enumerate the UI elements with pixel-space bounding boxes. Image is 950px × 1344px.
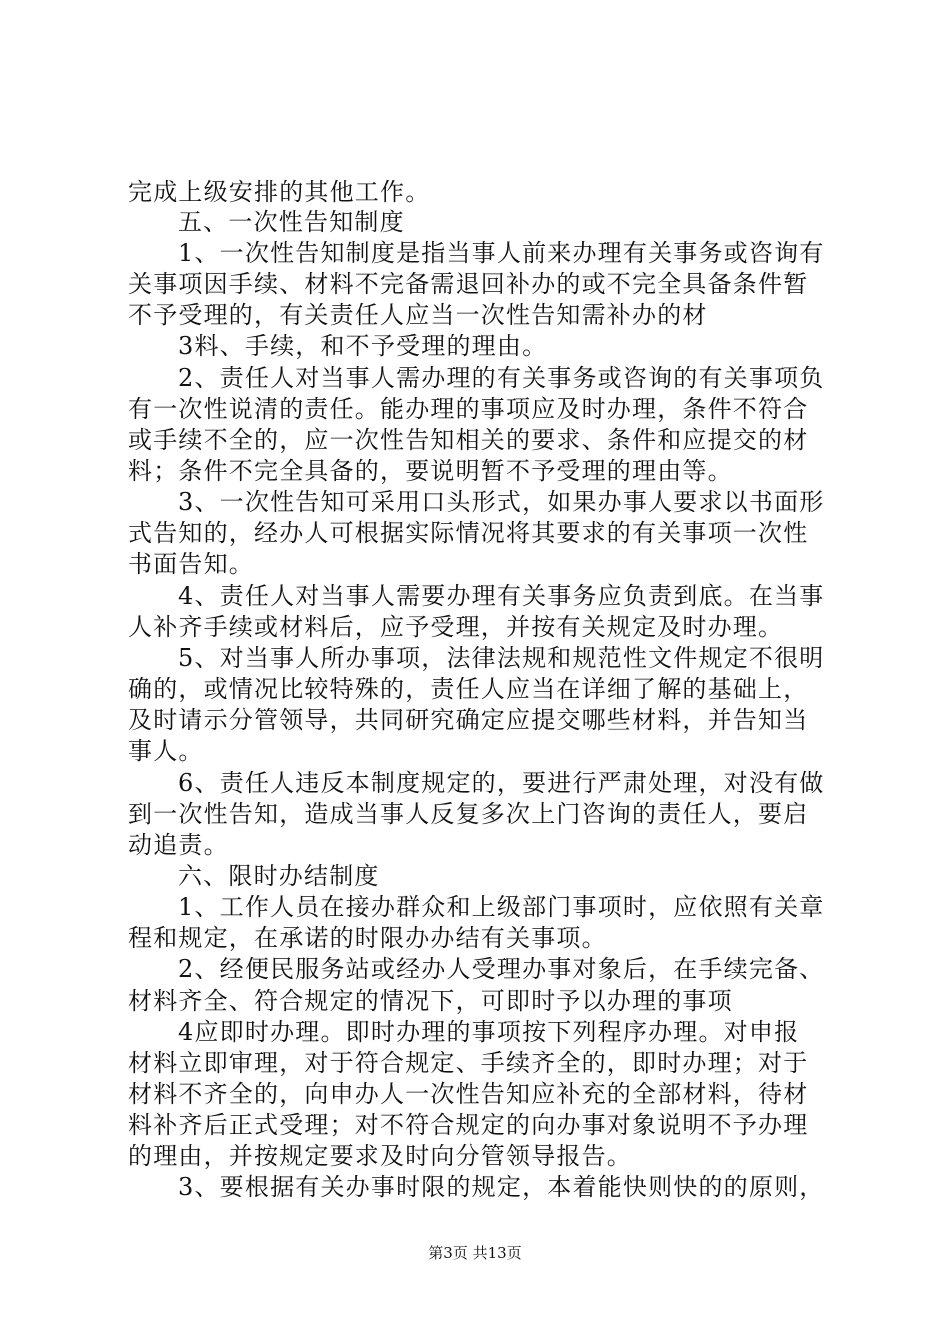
text-line: 程和规定，在承诺的时限办办结有关事项。: [128, 924, 607, 952]
text-line: 1、工作人员在接办群众和上级部门事项时，应依照有关章: [178, 893, 825, 921]
text-line: 书面告知。: [128, 550, 254, 578]
text-line: 不予受理的，有关责任人应当一次性告知需补办的材: [128, 301, 708, 329]
text-line: 关事项因手续、材料不完备需退回补办的或不完全具备条件暂: [128, 270, 809, 298]
text-line: 确的，或情况比较特殊的，责任人应当在详细了解的基础上，: [128, 675, 809, 703]
text-line: 有一次性说清的责任。能办理的事项应及时办理，条件不符合: [128, 395, 809, 423]
text-line: 料补齐后正式受理；对不符合规定的向办事对象说明不予办理: [128, 1111, 809, 1139]
text-line: 3料、手续，和不予受理的理由。: [178, 332, 548, 360]
text-line: 料；条件不完全具备的，要说明暂不予受理的理由等。: [128, 457, 733, 485]
text-line: 3、一次性告知可采用口头形式，如果办事人要求以书面形: [178, 488, 825, 516]
text-line: 4应即时办理。即时办理的事项按下列程序办理。对申报: [178, 1018, 800, 1046]
section-heading: 六、限时办结制度: [178, 862, 380, 890]
text-line: 4、责任人对当事人需要办理有关事务应负责到底。在当事: [178, 582, 825, 610]
text-line: 人补齐手续或材料后，应予受理，并按有关规定及时办理。: [128, 613, 784, 641]
text-line: 材料齐全、符合规定的情况下，可即时予以办理的事项: [128, 987, 733, 1015]
text-line: 材料立即审理，对于符合规定、手续齐全的，即时办理；对于: [128, 1049, 809, 1077]
text-line: 2、责任人对当事人需办理的有关事务或咨询的有关事项负: [178, 364, 825, 392]
page-footer: 第3页 共13页: [428, 1244, 522, 1262]
text-line: 完成上级安排的其他工作。: [128, 178, 431, 206]
text-line: 或手续不全的，应一次性告知相关的要求、条件和应提交的材: [128, 426, 809, 454]
text-line: 5、对当事人所办事项，法律法规和规范性文件规定不很明: [178, 644, 825, 672]
text-line: 1、一次性告知制度是指当事人前来办理有关事务或咨询有: [178, 239, 825, 267]
text-line: 及时请示分管领导，共同研究确定应提交哪些材料，并告知当: [128, 706, 809, 734]
text-line: 材料不齐全的，向申办人一次性告知应补充的全部材料，待材: [128, 1080, 809, 1108]
text-line: 6、责任人违反本制度规定的，要进行严肃处理，对没有做: [178, 769, 825, 797]
text-line: 3、要根据有关办事时限的规定，本着能快则快的的原则，: [178, 1173, 825, 1201]
text-line: 到一次性告知，造成当事人反复多次上门咨询的责任人，要启: [128, 800, 809, 828]
text-line: 式告知的，经办人可根据实际情况将其要求的有关事项一次性: [128, 519, 809, 547]
text-line: 的理由，并按规定要求及时向分管领导报告。: [128, 1142, 632, 1170]
section-heading: 五、一次性告知制度: [178, 208, 405, 236]
text-line: 动追责。: [128, 831, 229, 859]
text-line: 事人。: [128, 737, 204, 765]
text-line: 2、经便民服务站或经办人受理办事对象后，在手续完备、: [178, 955, 825, 983]
